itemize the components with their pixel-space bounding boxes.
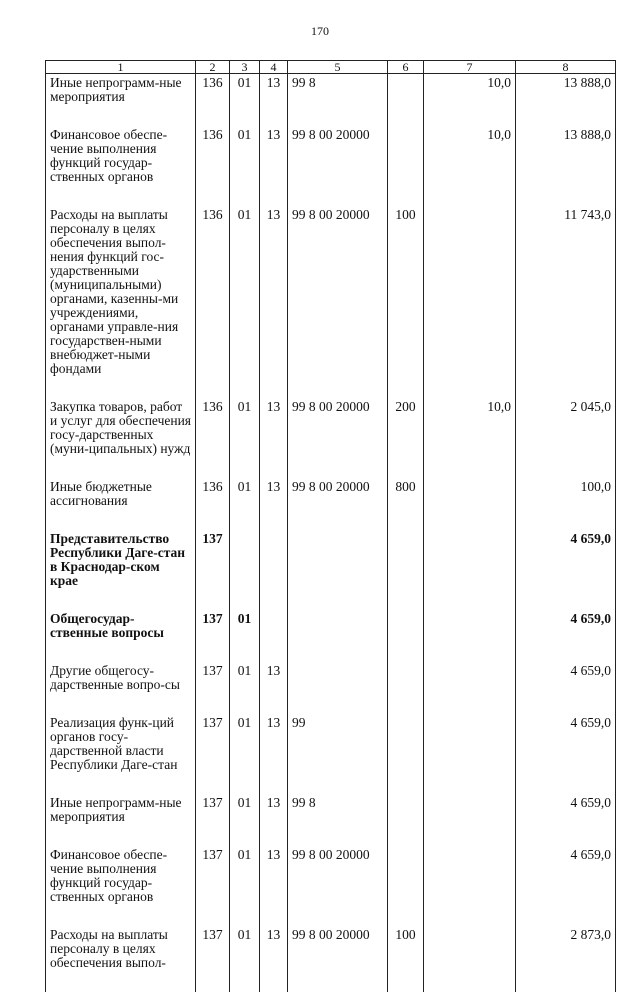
row-name: Закупка товаров, работ и услуг для обеспечения госу-дарственных (муни-ципальных) нужд xyxy=(46,398,196,478)
row-expense-type: 100 xyxy=(388,926,424,992)
row-name: Финансовое обеспе-чение выполнения функций государ-ственных органов xyxy=(46,126,196,206)
row-name: Расходы на выплаты персоналу в целях обеспечения выпол-нения функций гос-ударственными (муниципальными) органами, казенны-ми учреждениями, органами управле-ния государствен-ными внебюджет-ными фондами xyxy=(46,206,196,398)
table-row xyxy=(46,794,616,846)
row-target-article: 99 8 00 20000 xyxy=(288,478,388,530)
row-section-code: 01 xyxy=(230,206,260,398)
table-row xyxy=(46,478,616,530)
row-expense-type xyxy=(388,846,424,926)
row-ministry-code: 136 xyxy=(196,398,230,478)
row-name: Расходы на выплаты персоналу в целях обеспечения выпол- xyxy=(46,926,196,992)
row-name: Реализация функ-ций органов госу-дарственной власти Республики Даге-стан xyxy=(46,714,196,794)
row-expense-type xyxy=(388,662,424,714)
row-section-code: 01 xyxy=(230,846,260,926)
row-ministry-code: 137 xyxy=(196,530,230,610)
table-row xyxy=(46,714,616,794)
row-ministry-code: 137 xyxy=(196,662,230,714)
row-name: Иные непрограмм-ные мероприятия xyxy=(46,794,196,846)
row-subsection-code: 13 xyxy=(260,926,288,992)
row-subsection-code: 13 xyxy=(260,206,288,398)
row-amount-col7 xyxy=(424,530,516,610)
row-ministry-code: 137 xyxy=(196,846,230,926)
row-section-code: 01 xyxy=(230,74,260,127)
row-expense-type: 100 xyxy=(388,206,424,398)
row-target-article: 99 8 00 20000 xyxy=(288,126,388,206)
row-name: Другие общегосу-дарственные вопро-сы xyxy=(46,662,196,714)
row-amount-col7: 10,0 xyxy=(424,126,516,206)
row-ministry-code: 136 xyxy=(196,478,230,530)
table-row xyxy=(46,846,616,926)
page-number: 170 xyxy=(0,24,640,39)
row-name: Представительство Республики Даге-стан в Краснодар-ском крае xyxy=(46,530,196,610)
row-target-article xyxy=(288,530,388,610)
table-row xyxy=(46,74,616,127)
row-expense-type xyxy=(388,74,424,127)
row-amount-col7 xyxy=(424,846,516,926)
row-amount-total: 11 743,0 xyxy=(516,206,616,398)
row-section-code: 01 xyxy=(230,398,260,478)
row-target-article: 99 8 xyxy=(288,794,388,846)
row-expense-type xyxy=(388,126,424,206)
row-expense-type xyxy=(388,610,424,662)
table-row xyxy=(46,398,616,478)
row-subsection-code: 13 xyxy=(260,74,288,127)
row-amount-col7 xyxy=(424,478,516,530)
column-header: 4 xyxy=(260,61,288,74)
row-subsection-code: 13 xyxy=(260,846,288,926)
row-expense-type: 200 xyxy=(388,398,424,478)
row-amount-total: 100,0 xyxy=(516,478,616,530)
row-amount-total: 4 659,0 xyxy=(516,610,616,662)
row-amount-col7 xyxy=(424,714,516,794)
row-ministry-code: 137 xyxy=(196,926,230,992)
row-subsection-code xyxy=(260,530,288,610)
header-row xyxy=(46,61,616,74)
row-section-code: 01 xyxy=(230,610,260,662)
row-amount-total: 4 659,0 xyxy=(516,662,616,714)
column-header: 3 xyxy=(230,61,260,74)
row-amount-col7: 10,0 xyxy=(424,74,516,127)
row-subsection-code: 13 xyxy=(260,662,288,714)
table-row xyxy=(46,126,616,206)
row-ministry-code: 136 xyxy=(196,206,230,398)
column-header: 5 xyxy=(288,61,388,74)
row-section-code: 01 xyxy=(230,662,260,714)
row-section-code: 01 xyxy=(230,126,260,206)
row-amount-col7 xyxy=(424,610,516,662)
row-amount-total: 4 659,0 xyxy=(516,846,616,926)
row-ministry-code: 137 xyxy=(196,794,230,846)
table-row xyxy=(46,206,616,398)
row-subsection-code: 13 xyxy=(260,126,288,206)
row-amount-col7 xyxy=(424,794,516,846)
column-header: 8 xyxy=(516,61,616,74)
row-subsection-code: 13 xyxy=(260,794,288,846)
table-row xyxy=(46,662,616,714)
row-target-article: 99 8 00 20000 xyxy=(288,846,388,926)
table-body xyxy=(46,74,616,992)
table-row xyxy=(46,610,616,662)
row-amount-col7 xyxy=(424,662,516,714)
row-target-article: 99 8 xyxy=(288,74,388,127)
row-target-article xyxy=(288,610,388,662)
column-header: 6 xyxy=(388,61,424,74)
row-subsection-code: 13 xyxy=(260,478,288,530)
row-section-code: 01 xyxy=(230,714,260,794)
row-section-code: 01 xyxy=(230,794,260,846)
row-name: Иные бюджетные ассигнования xyxy=(46,478,196,530)
row-section-code: 01 xyxy=(230,478,260,530)
row-expense-type xyxy=(388,714,424,794)
row-target-article: 99 8 00 20000 xyxy=(288,926,388,992)
row-amount-total: 4 659,0 xyxy=(516,714,616,794)
row-subsection-code: 13 xyxy=(260,714,288,794)
row-amount-total: 2 873,0 xyxy=(516,926,616,992)
budget-table-container xyxy=(45,60,615,855)
row-target-article xyxy=(288,662,388,714)
row-ministry-code: 136 xyxy=(196,126,230,206)
row-expense-type xyxy=(388,530,424,610)
row-amount-total: 2 045,0 xyxy=(516,398,616,478)
table-row xyxy=(46,926,616,992)
row-target-article: 99 xyxy=(288,714,388,794)
row-ministry-code: 136 xyxy=(196,74,230,127)
row-amount-col7 xyxy=(424,206,516,398)
column-header: 1 xyxy=(46,61,196,74)
row-name: Финансовое обеспе-чение выполнения функций государ-ственных органов xyxy=(46,846,196,926)
row-amount-total: 4 659,0 xyxy=(516,530,616,610)
row-expense-type xyxy=(388,794,424,846)
row-section-code xyxy=(230,530,260,610)
row-amount-total: 13 888,0 xyxy=(516,126,616,206)
row-ministry-code: 137 xyxy=(196,714,230,794)
row-target-article: 99 8 00 20000 xyxy=(288,398,388,478)
row-subsection-code xyxy=(260,610,288,662)
row-subsection-code: 13 xyxy=(260,398,288,478)
row-name: Иные непрограмм-ные мероприятия xyxy=(46,74,196,127)
row-amount-total: 4 659,0 xyxy=(516,794,616,846)
column-header: 2 xyxy=(196,61,230,74)
row-amount-total: 13 888,0 xyxy=(516,74,616,127)
row-name: Общегосудар-ственные вопросы xyxy=(46,610,196,662)
table-row xyxy=(46,530,616,610)
column-header: 7 xyxy=(424,61,516,74)
row-expense-type: 800 xyxy=(388,478,424,530)
row-amount-col7 xyxy=(424,926,516,992)
row-amount-col7: 10,0 xyxy=(424,398,516,478)
budget-table xyxy=(45,60,616,992)
row-section-code: 01 xyxy=(230,926,260,992)
row-ministry-code: 137 xyxy=(196,610,230,662)
row-target-article: 99 8 00 20000 xyxy=(288,206,388,398)
